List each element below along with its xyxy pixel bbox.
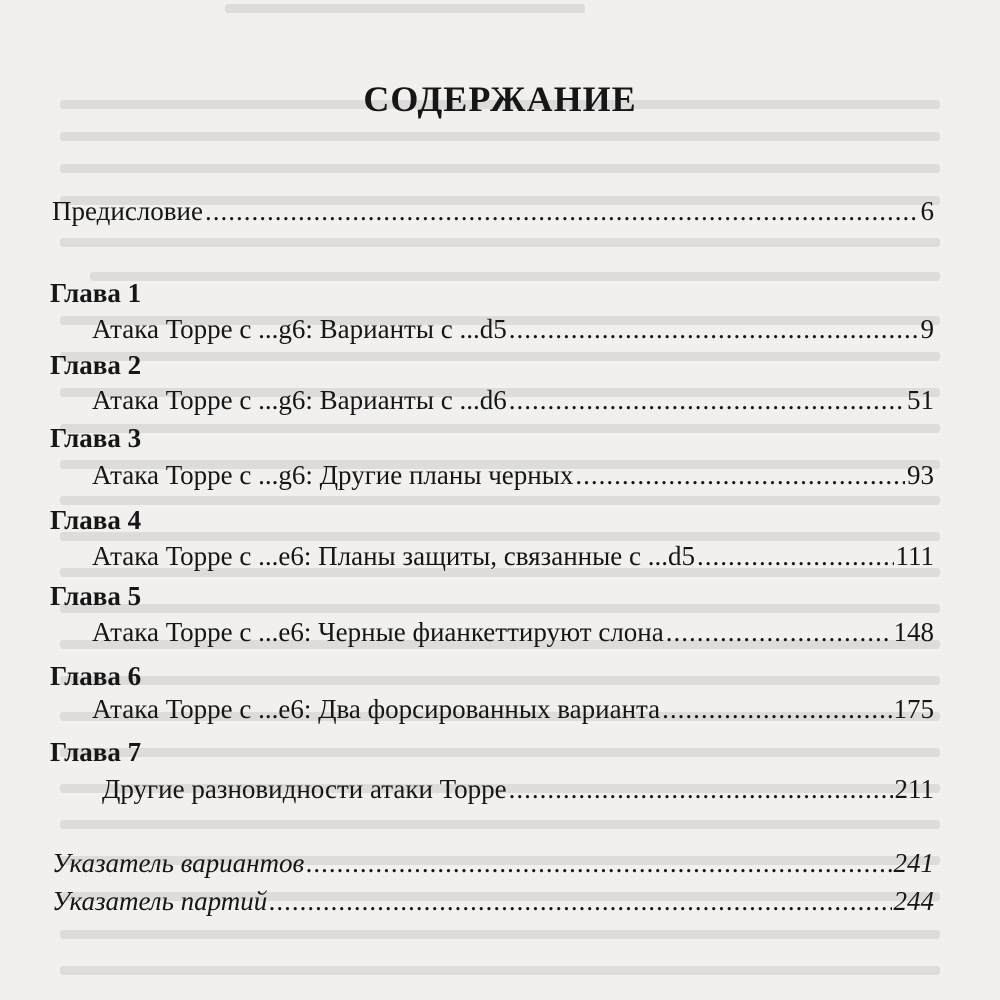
toc-page-number: 241 <box>893 848 934 878</box>
chapter-heading: Глава 1 <box>50 278 142 308</box>
toc-entry-label: Другие разновидности атаки Торре <box>102 774 507 804</box>
chapter-heading: Глава 6 <box>50 661 142 691</box>
chapter-heading: Глава 3 <box>50 423 142 453</box>
toc-page-number: 93 <box>907 460 934 490</box>
toc-entry-chapter-5 <box>92 617 934 653</box>
toc-entry-label: Атака Торре с ...g6: Варианты с ...d6 <box>92 385 507 415</box>
toc-entry-game-index <box>52 886 934 922</box>
leader-dots <box>205 196 919 227</box>
leader-dots <box>666 617 892 648</box>
toc-page-number: 111 <box>895 541 934 571</box>
toc-entry-label: Предисловие <box>52 196 203 226</box>
toc-entry-chapter-6 <box>92 694 934 730</box>
toc-page-number: 244 <box>893 886 934 916</box>
leader-dots <box>697 541 894 572</box>
chapter-heading: Глава 4 <box>50 505 142 535</box>
toc-entry-label: Атака Торре с ...e6: Черные фианкеттируют слона <box>92 617 664 647</box>
toc-entry-label: Указатель партий <box>52 886 268 916</box>
leader-dots <box>509 774 893 805</box>
toc-entry-label: Атака Торре с ...g6: Варианты с ...d5 <box>92 314 507 344</box>
leader-dots <box>306 848 891 879</box>
leader-dots <box>662 694 891 725</box>
toc-page-number: 148 <box>893 617 934 647</box>
toc-entry-label: Атака Торре с ...e6: Планы защиты, связанные с ...d5 <box>92 541 695 571</box>
chapter-heading: Глава 7 <box>50 737 142 767</box>
page-title: СОДЕРЖАНИЕ <box>363 79 637 119</box>
toc-entry-chapter-4 <box>92 541 934 577</box>
leader-dots <box>269 886 891 917</box>
toc-entry-chapter-3 <box>92 460 934 496</box>
leader-dots <box>509 314 919 345</box>
toc-entry-label: Указатель вариантов <box>52 848 305 878</box>
leader-dots <box>509 385 905 416</box>
chapter-heading: Глава 5 <box>50 581 142 611</box>
toc-page-number: 175 <box>893 694 934 724</box>
leader-dots <box>575 460 905 491</box>
toc-page-number: 6 <box>920 196 934 226</box>
toc-entry-label: Атака Торре с ...g6: Другие планы черных <box>92 460 574 490</box>
toc-page-number: 9 <box>920 314 934 344</box>
toc-page-number: 211 <box>894 774 934 804</box>
toc-entry-chapter-7 <box>102 774 934 810</box>
toc-entry-chapter-1 <box>92 314 934 350</box>
toc-entry-chapter-2 <box>92 385 934 421</box>
toc-entry-variation-index <box>52 848 934 884</box>
toc-page-number: 51 <box>907 385 934 415</box>
toc-entry-label: Атака Торре с ...e6: Два форсированных варианта <box>92 694 661 724</box>
toc-entry-preface <box>52 196 934 232</box>
chapter-heading: Глава 2 <box>50 350 142 380</box>
